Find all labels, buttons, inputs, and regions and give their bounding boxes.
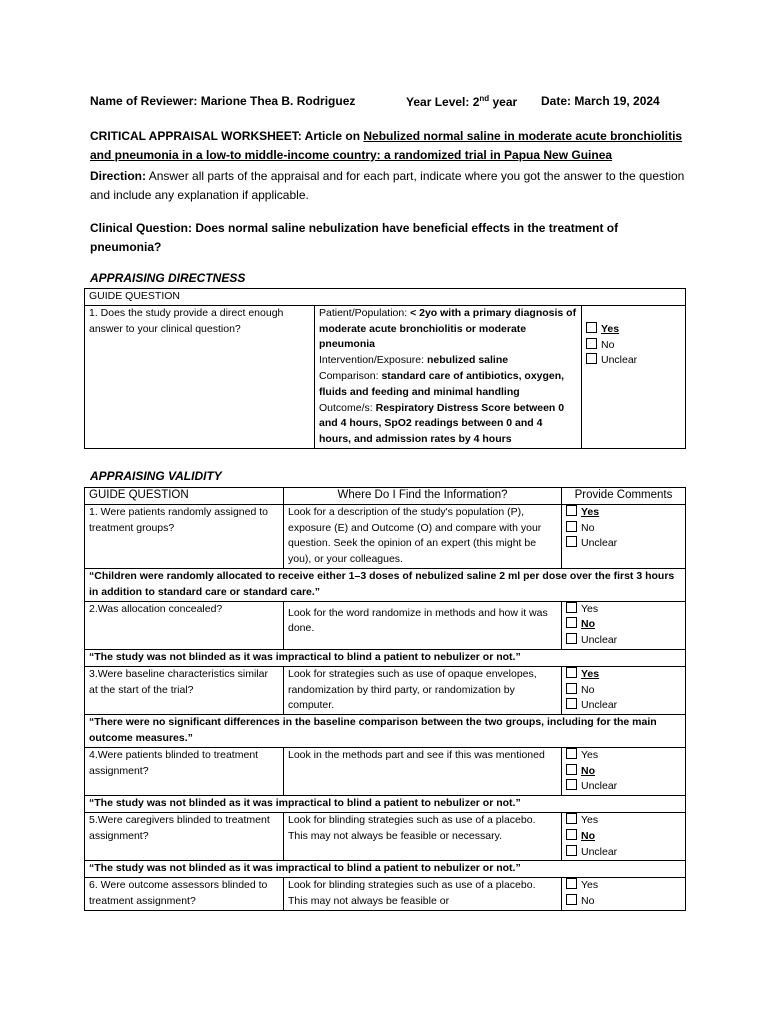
- directness-guide-header: GUIDE QUESTION: [85, 289, 686, 306]
- article-title: Nebulized normal saline in moderate acute bronchiolitis and pneumonia in a low-to middle-income country: a randomized trial in Papua New Guinea: [90, 129, 683, 162]
- validity-3-option-unclear[interactable]: Unclear: [566, 698, 681, 714]
- validity-header-comments: Provide Comments: [562, 488, 686, 505]
- validity-options-5: [562, 812, 686, 860]
- checkbox-icon: [566, 878, 577, 889]
- validity-5-option-unclear[interactable]: Unclear: [566, 845, 681, 861]
- checkbox-icon: [566, 667, 577, 678]
- validity-options-4: [562, 747, 686, 795]
- validity-question-3: 3.Were baseline characteristics similar at the start of the trial?: [85, 666, 284, 714]
- validity-table: [84, 487, 686, 911]
- directness-title: APPRAISING DIRECTNESS: [90, 271, 246, 285]
- validity-info-4: Look in the methods part and see if this was mentioned: [284, 747, 562, 795]
- validity-question-4: 4.Were patients blinded to treatment assignment?: [85, 747, 284, 795]
- validity-question-2: 2.Was allocation concealed?: [85, 601, 284, 649]
- checkbox-icon: [566, 748, 577, 759]
- worksheet-title: CRITICAL APPRAISAL WORKSHEET: Article on Nebulized normal saline in moderate acute bronchiolitis and pneumonia in a low-to middle-income country: a randomized trial in Papua New Guinea: [90, 129, 683, 162]
- validity-quote-1: “Children were randomly allocated to receive either 1–3 doses of nebulized saline 2 ml per dose over the first 3 hours in addition to standard care or standard care.”: [85, 568, 686, 601]
- validity-4-option-unclear[interactable]: Unclear: [566, 779, 681, 795]
- validity-title: APPRAISING VALIDITY: [90, 469, 222, 483]
- validity-quote-3: “There were no significant differences in the baseline comparison between the two groups, including for the main outcome measures.”: [85, 715, 686, 748]
- validity-options-1: [562, 504, 686, 568]
- checkbox-icon: [566, 602, 577, 613]
- checkbox-icon: [566, 633, 577, 644]
- validity-info-3: Look for strategies such as use of opaque envelopes, randomization by third party, or randomization by computer.: [284, 666, 562, 714]
- directness-question: 1. Does the study provide a direct enough answer to your clinical question?: [85, 305, 315, 448]
- checkbox-icon: [566, 536, 577, 547]
- reviewer-name: Name of Reviewer: Marione Thea B. Rodriguez: [90, 94, 356, 108]
- checkbox-icon: [566, 617, 577, 628]
- validity-2-option-unclear[interactable]: Unclear: [566, 633, 681, 649]
- validity-6-option-no[interactable]: No: [566, 894, 681, 910]
- validity-info-6: Look for blinding strategies such as use of a placebo. This may not always be feasible or: [284, 878, 562, 911]
- validity-6-option-yes[interactable]: Yes: [566, 878, 681, 894]
- checkbox-icon: [586, 322, 597, 333]
- validity-question-6: 6. Were outcome assessors blinded to treatment assignment?: [85, 878, 284, 911]
- validity-2-option-no[interactable]: No: [566, 617, 681, 633]
- checkbox-icon: [566, 764, 577, 775]
- directness-table: [84, 288, 686, 449]
- year-level: Year Level: 2nd year: [406, 94, 518, 109]
- checkbox-icon: [566, 813, 577, 824]
- directness-option-yes[interactable]: Yes: [586, 322, 681, 338]
- review-date: Date: March 19, 2024: [541, 94, 660, 108]
- checkbox-icon: [566, 683, 577, 694]
- validity-header-guide: GUIDE QUESTION: [85, 488, 284, 505]
- validity-header-where: Where Do I Find the Information?: [284, 488, 562, 505]
- validity-4-option-no[interactable]: No: [566, 764, 681, 780]
- validity-info-1: Look for a description of the study's population (P), exposure (E) and Outcome (O) and compare with your question. Seek the opinion of an expert (this might be you), or your colleagues.: [284, 504, 562, 568]
- validity-options-2: [562, 601, 686, 649]
- validity-4-option-yes[interactable]: Yes: [566, 748, 681, 764]
- validity-1-option-yes[interactable]: Yes: [566, 505, 681, 521]
- validity-info-5: Look for blinding strategies such as use of a placebo. This may not always be feasible or necessary.: [284, 812, 562, 860]
- validity-quote-5: “The study was not blinded as it was impractical to blind a patient to nebulizer or not.”: [85, 861, 686, 878]
- checkbox-icon: [566, 698, 577, 709]
- checkbox-icon: [586, 338, 597, 349]
- validity-5-option-no[interactable]: No: [566, 829, 681, 845]
- checkbox-icon: [566, 829, 577, 840]
- directness-options: [582, 305, 686, 448]
- checkbox-icon: [586, 353, 597, 364]
- validity-options-6: [562, 878, 686, 911]
- validity-options-3: [562, 666, 686, 714]
- checkbox-icon: [566, 505, 577, 516]
- validity-quote-4: “The study was not blinded as it was impractical to blind a patient to nebulizer or not.”: [85, 796, 686, 813]
- directness-option-unclear[interactable]: Unclear: [586, 353, 681, 369]
- validity-3-option-yes[interactable]: Yes: [566, 667, 681, 683]
- clinical-question: Clinical Question: Does normal saline nebulization have beneficial effects in the treatment of pneumonia?: [90, 221, 619, 254]
- checkbox-icon: [566, 521, 577, 532]
- validity-3-option-no[interactable]: No: [566, 683, 681, 699]
- validity-question-1: 1. Were patients randomly assigned to treatment groups?: [85, 504, 284, 568]
- checkbox-icon: [566, 894, 577, 905]
- directness-option-no[interactable]: No: [586, 338, 681, 354]
- direction: Direction: Answer all parts of the appraisal and for each part, indicate where you got the answer to the question and include any explanation if applicable.: [90, 169, 685, 202]
- validity-question-5: 5.Were caregivers blinded to treatment assignment?: [85, 812, 284, 860]
- validity-quote-2: “The study was not blinded as it was impractical to blind a patient to nebulizer or not.”: [85, 649, 686, 666]
- checkbox-icon: [566, 845, 577, 856]
- validity-1-option-no[interactable]: No: [566, 521, 681, 537]
- validity-1-option-unclear[interactable]: Unclear: [566, 536, 681, 552]
- validity-info-2: Look for the word randomize in methods and how it was done.: [284, 601, 562, 649]
- directness-pico: Patient/Population: < 2yo with a primary diagnosis of moderate acute bronchiolitis or moderate pneumonia Intervention/Exposure: nebulized saline Comparison: standard care of antibiotics, oxygen, fluids and feeding and minimal handling Outcome/s: Respiratory Distress Score between 0 and 4 hours, SpO2 readings between 0 and 4 hours, and admission rates by 4 hours: [315, 305, 582, 448]
- checkbox-icon: [566, 779, 577, 790]
- validity-5-option-yes[interactable]: Yes: [566, 813, 681, 829]
- validity-2-option-yes[interactable]: Yes: [566, 602, 681, 618]
